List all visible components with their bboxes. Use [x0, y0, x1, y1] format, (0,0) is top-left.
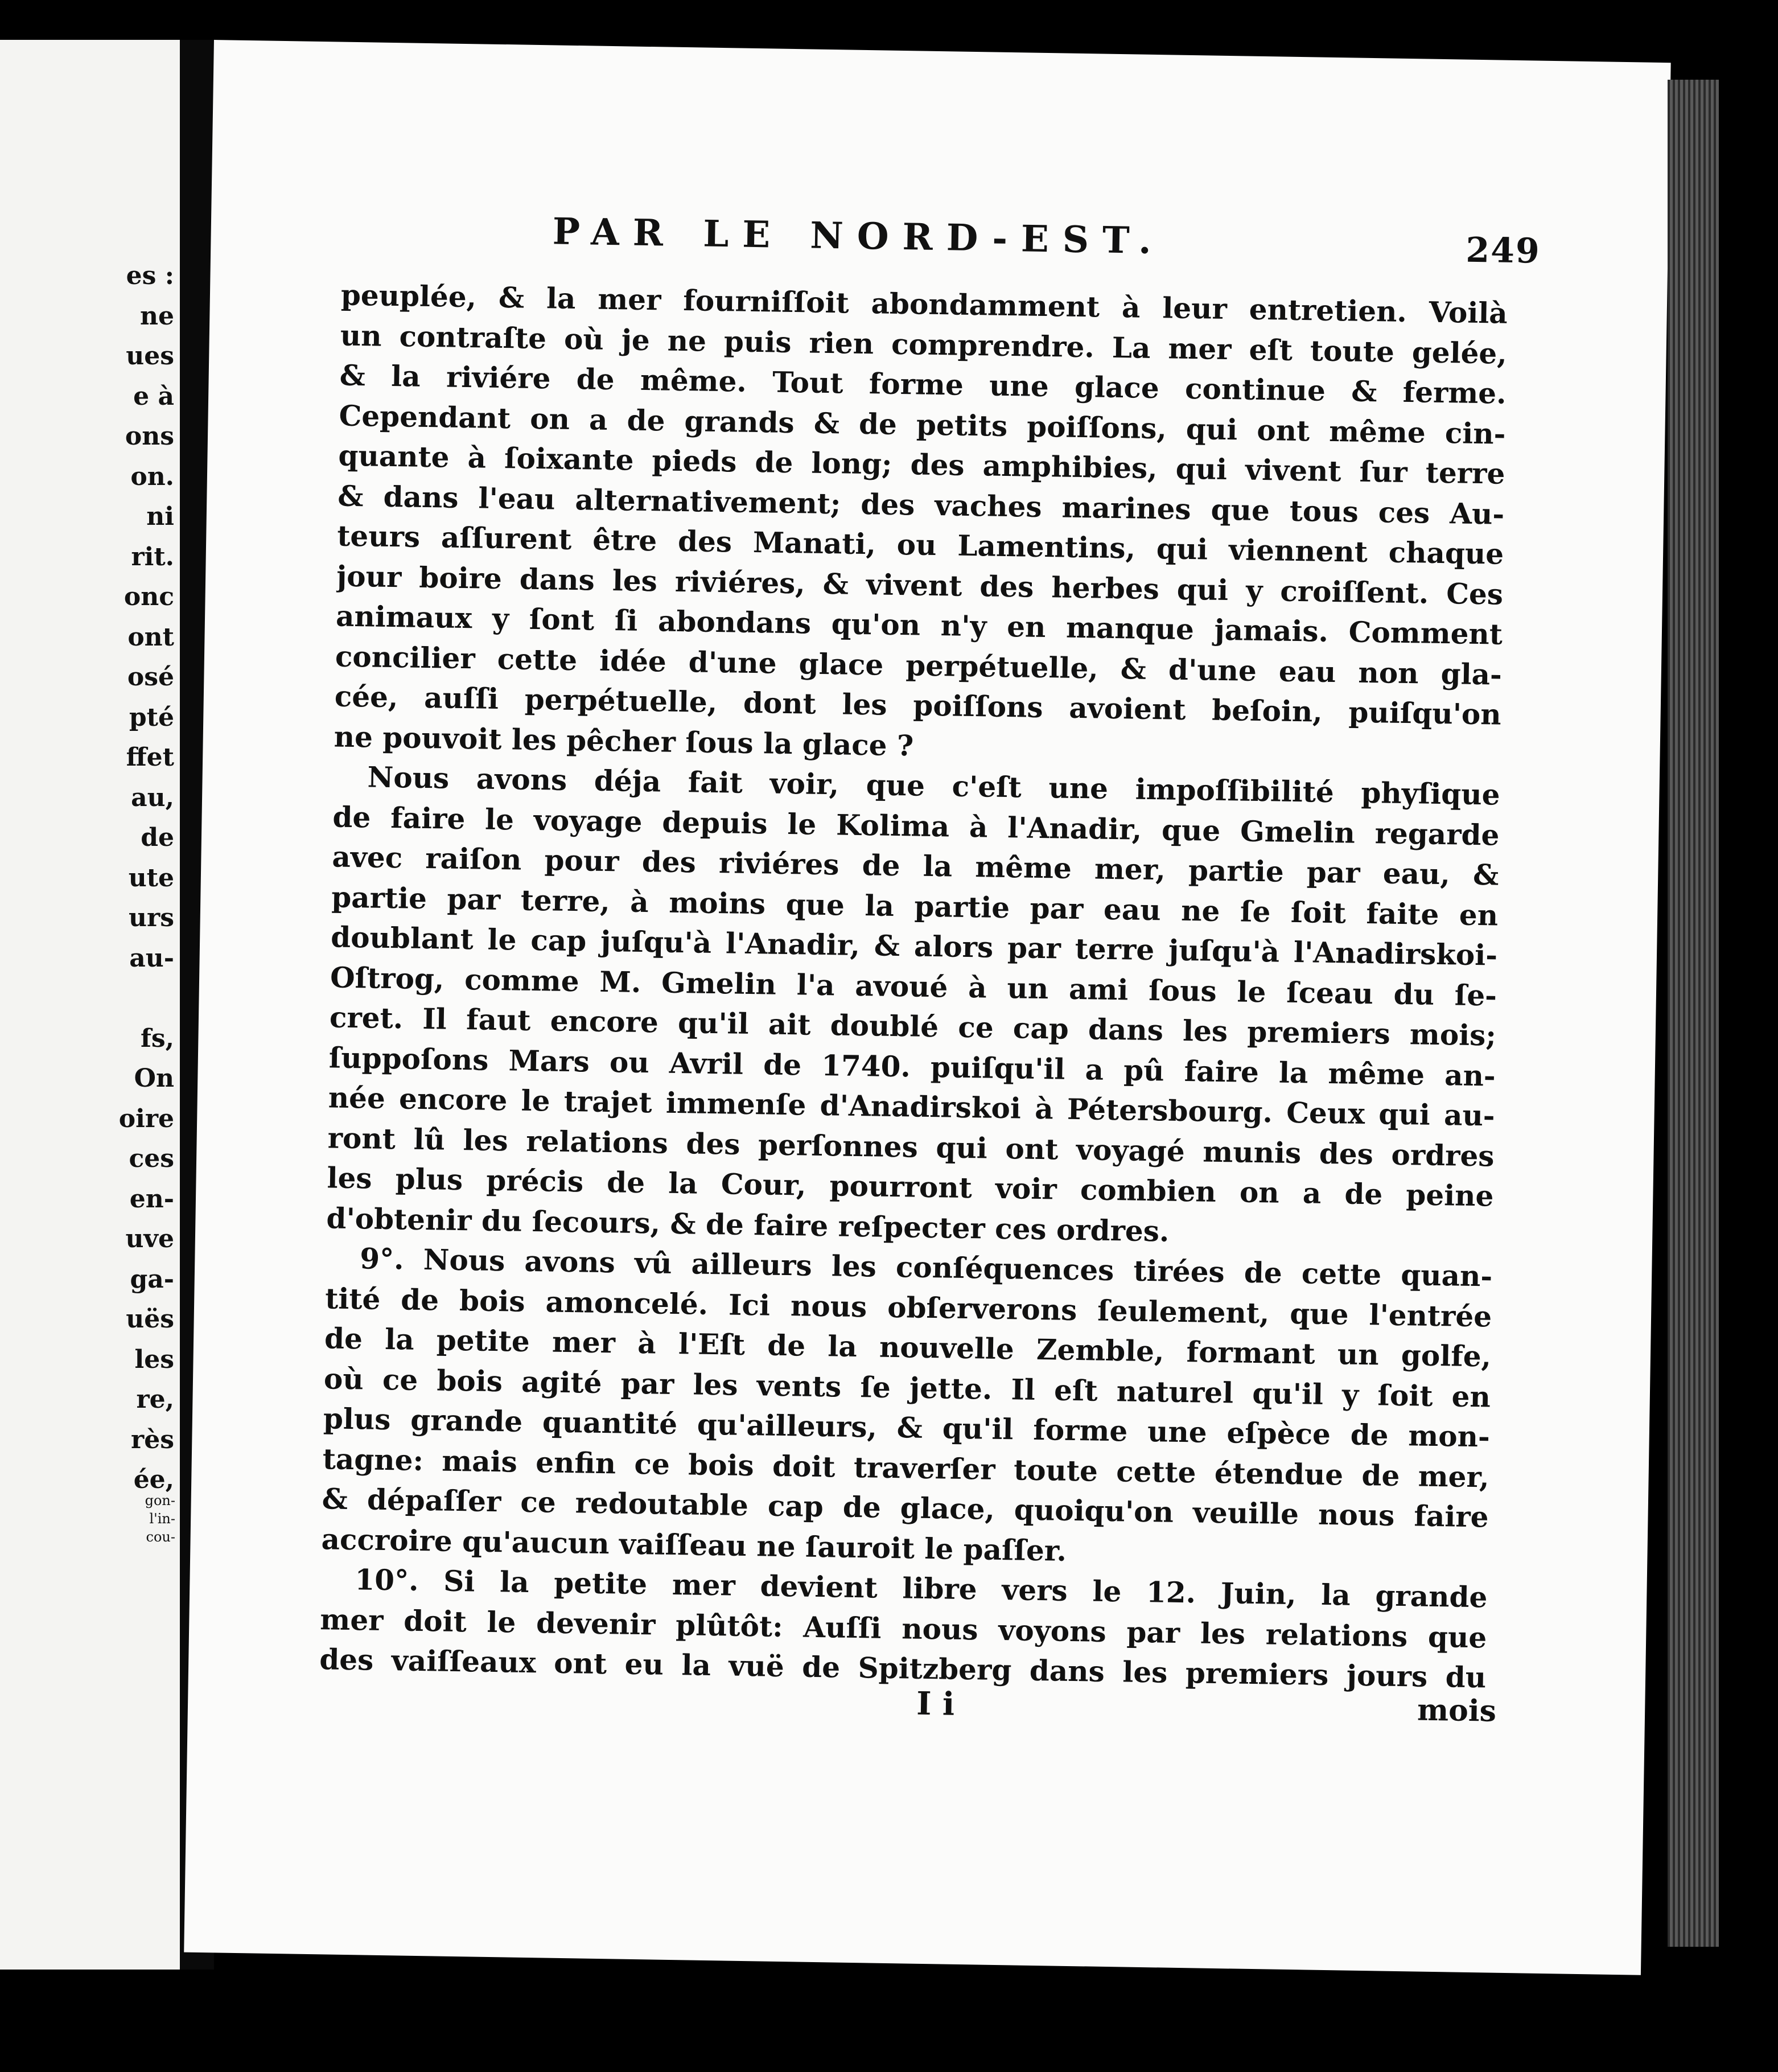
left-edge-line: au,: [131, 783, 174, 812]
left-edge-line: On: [134, 1064, 174, 1093]
left-edge-line: rès: [131, 1425, 174, 1454]
left-edge-line: ont: [127, 622, 174, 652]
text-line: cée, auſſi perpétuelle, dont les poiſſons avoient beſoin, puiſqu'on: [334, 679, 1502, 731]
text-line: de faire le voyage depuis le Kolima à l'Anadir, que Gmelin regarde: [332, 799, 1500, 852]
text-line: concilier cette idée d'une glace perpétuelle, & d'une eau non gla-: [335, 639, 1503, 692]
text-line: quante à ſoixante pieds de long; des amphibies, qui vivent ſur terre: [338, 438, 1505, 491]
left-edge-line: uve: [125, 1224, 174, 1253]
left-edge-line: rit.: [131, 542, 174, 572]
text-line: les plus précis de la Cour, pourront voir combien on a de peine: [327, 1161, 1494, 1213]
text-line: & dépaſſer ce redoutable cap de glace, quoiqu'on veuille nous faire: [322, 1482, 1489, 1534]
left-edge-line: ffet: [126, 743, 174, 772]
text-line: doublant le cap juſqu'à l'Anadir, & alors par terre juſqu'à l'Anadirskoi-: [330, 920, 1498, 972]
left-edge-line: ute: [128, 863, 174, 893]
page-number: 249: [1465, 230, 1541, 272]
left-edge-line: au-: [129, 943, 174, 973]
left-edge-line: de: [141, 823, 174, 852]
text-line: tagne: mais enfin ce bois doit traverſer toute cette étendue de mer,: [322, 1441, 1490, 1494]
left-edge-line: ues: [126, 342, 174, 371]
text-line: où ce bois agité par les vents ſe jette. Il eſt naturel qu'il y ſoit en: [323, 1361, 1491, 1414]
page-edges: [1668, 80, 1719, 1947]
left-page-footnote-fragment: [5, 1491, 175, 1546]
text-line: des vaiſſeaux ont eu la vuë de Spitzberg dans les premiers jours du: [319, 1642, 1487, 1695]
text-line: ſuppoſons Mars ou Avril de 1740. puiſqu'il a pû faire la même an-: [328, 1040, 1496, 1093]
right-page: [184, 40, 1670, 1975]
text-line: Cependant on a de grands & de petits poiſſons, qui ont même cin-: [339, 398, 1506, 451]
text-line: mer doit le devenir plûtôt: Auſſi nous voyons par les relations que: [319, 1602, 1487, 1654]
left-edge-line: ni: [146, 502, 174, 531]
left-edge-line: ons: [125, 422, 174, 451]
text-line: d'obtenir du ſecours, & de faire reſpecter ces ordres.: [326, 1201, 1170, 1248]
text-line: accroire qu'aucun vaiſſeau ne ſauroit le paſſer.: [321, 1522, 1067, 1568]
text-line: partie par terre, à moins que la partie par eau ne ſe ſoit faite en: [331, 879, 1499, 932]
text-line: ront lû les relations des perſonnes qui ont voyagé munis des ordres: [327, 1120, 1495, 1173]
left-edge-line: onc: [124, 582, 174, 611]
text-line: & la riviére de même. Tout forme une glace continue & ferme.: [339, 358, 1507, 410]
text-line: de la petite mer à l'Eſt de la nouvelle Zemble, formant un golfe,: [324, 1321, 1492, 1374]
left-footnote-line: l'in-: [149, 1511, 175, 1527]
left-edge-line: re,: [136, 1385, 174, 1414]
text-line: ne pouvoit les pêcher ſous la glace ?: [334, 719, 914, 762]
left-footnote-line: cou-: [146, 1529, 175, 1545]
left-page: [0, 40, 180, 1970]
left-edge-line: urs: [129, 903, 174, 932]
text-line: 10°. Si la petite mer devient libre vers le 12. Juin, la grande: [355, 1563, 1488, 1614]
left-edge-line: ga-: [130, 1264, 174, 1294]
text-line: avec raiſon pour des riviéres de la même mer, partie par eau, &: [332, 840, 1499, 892]
text-line: 9°. Nous avons vû ailleurs les conſéquences tirées de cette quan-: [359, 1241, 1493, 1293]
left-edge-line: oire: [118, 1104, 174, 1133]
left-edge-line: ces: [129, 1144, 174, 1173]
text-line: animaux y ſont ſi abondans qu'on n'y en manque jamais. Comment: [335, 599, 1503, 651]
running-head: PAR LE NORD-EST.: [552, 210, 1166, 263]
left-edge-line: uës: [126, 1305, 174, 1334]
text-line: Oſtrog, comme M. Gmelin l'a avoué à un ami ſous le ſceau du ſe-: [330, 960, 1497, 1013]
left-edge-line: ne: [140, 301, 174, 331]
text-line: Nous avons déja fait voir, que c'eſt une impoſſibilité phyſique: [367, 760, 1500, 812]
text-line: née encore le trajet immenſe d'Anadirskoi à Pétersbourg. Ceux qui au-: [328, 1080, 1496, 1133]
text-line: jour boire dans les riviéres, & vivent des herbes qui y croiſſent. Ces: [336, 559, 1504, 611]
left-edge-line: fs,: [140, 1023, 174, 1053]
left-page-edge-text: [3, 256, 174, 1500]
left-edge-line: ée,: [133, 1465, 174, 1494]
left-edge-line: e à: [133, 381, 174, 411]
text-line: plus grande quantité qu'ailleurs, & qu'il forme une eſpèce de mon-: [323, 1401, 1491, 1454]
left-edge-line: [3, 979, 174, 1019]
left-edge-line: pté: [129, 702, 174, 732]
text-line: teurs aſſurent être des Manati, ou Lamentins, qui viennent chaque: [336, 519, 1504, 571]
left-edge-line: les: [134, 1345, 174, 1374]
body-text: [319, 276, 1508, 1698]
left-footnote-line: gon-: [145, 1493, 175, 1508]
signature-mark: I i: [916, 1684, 955, 1723]
text-line: tité de bois amoncelé. Ici nous obſerverons ſeulement, que l'entrée: [324, 1281, 1492, 1334]
left-edge-line: en-: [129, 1184, 174, 1214]
text-line: & dans l'eau alternativement; des vaches marines que tous ces Au-: [337, 479, 1505, 531]
left-edge-line: osé: [127, 663, 174, 692]
text-line: un contraſte où je ne puis rien comprendre. La mer eſt toute gelée,: [340, 318, 1508, 371]
text-line: peuplée, & la mer fourniſſoit abondamment à leur entretien. Voilà: [340, 278, 1508, 330]
left-edge-line: on.: [130, 462, 174, 491]
left-edge-line: es :: [126, 261, 174, 290]
text-line: cret. Il faut encore qu'il ait doublé ce cap dans les premiers mois;: [329, 1000, 1497, 1053]
catchword: mois: [1417, 1692, 1497, 1729]
